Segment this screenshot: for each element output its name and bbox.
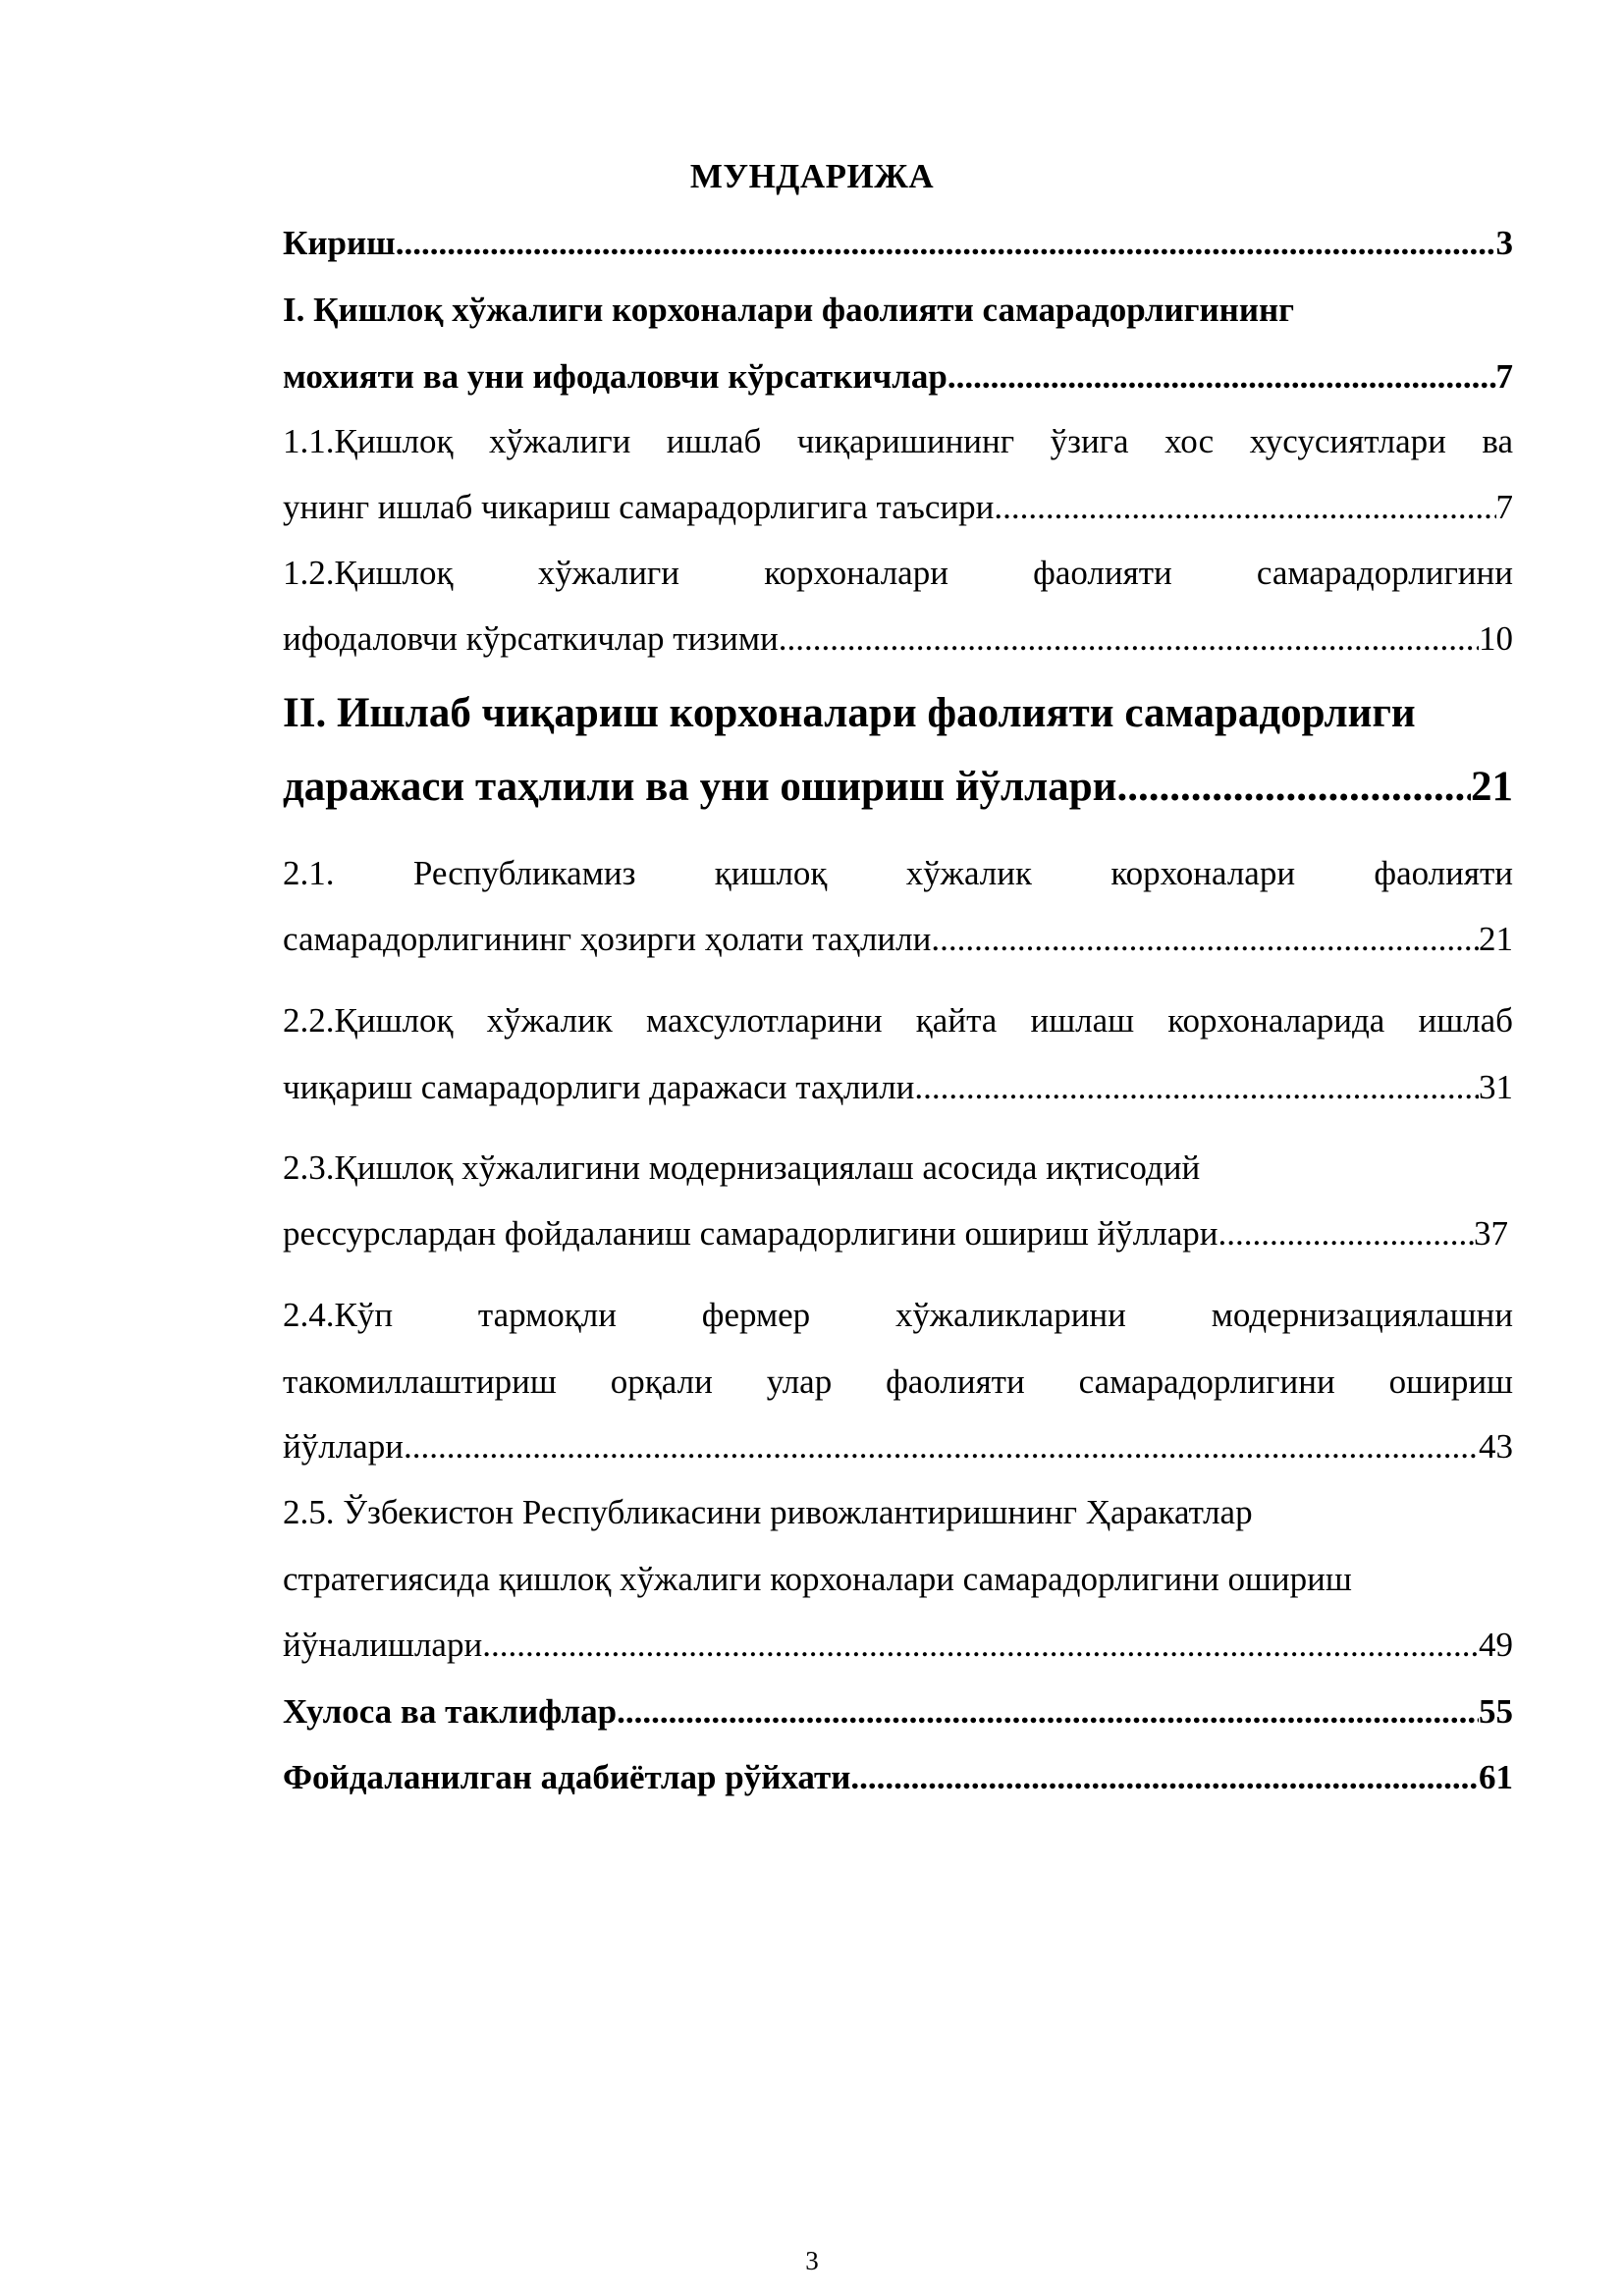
toc-entry-text: даражаси таҳлили ва уни ошириш йўллари <box>283 764 1117 810</box>
toc-entry-section-1-2-line2 <box>283 617 1513 661</box>
toc-entry-text: I. Қишлоқ хўжалиги корхоналари фаолияти самарадорлигининг <box>283 291 1295 329</box>
toc-entry-page: 49 <box>1479 1626 1513 1664</box>
toc-entry-section-2-4-line1 <box>283 1294 1513 1337</box>
toc-entry-section-1-1-line2 <box>283 486 1513 529</box>
toc-entry-text: 2.5. Ўзбекистон Республикасини ривожлантиришнинг Ҳаракатлар <box>283 1493 1253 1531</box>
toc-entry-page: 10 <box>1479 619 1513 658</box>
toc-entry-page: 21 <box>1471 764 1513 810</box>
toc-entry-text: Кириш <box>283 224 396 262</box>
toc-leader-dots <box>396 222 1496 265</box>
toc-entry-text: мохияти ва уни ифодаловчи кўрсаткичлар <box>283 357 947 396</box>
toc-entry-section-2-2-line1 <box>283 999 1513 1042</box>
toc-entry-text: чиқариш самарадорлиги даражаси таҳлили <box>283 1068 915 1106</box>
toc-leader-dots <box>404 1425 1479 1468</box>
toc-entry-section-2-4-line3 <box>283 1425 1513 1468</box>
toc-entry-chapter-2-line2 <box>283 761 1513 814</box>
toc-leader-dots <box>482 1624 1479 1667</box>
toc-entry-page: 31 <box>1479 1068 1513 1106</box>
toc-entry-page: 7 <box>1495 488 1513 526</box>
toc-leader-dots <box>617 1690 1479 1734</box>
toc-entry-section-2-5-line3 <box>283 1624 1513 1667</box>
toc-entry-text: ифодаловчи кўрсаткичлар тизими <box>283 619 779 658</box>
toc-entry-page: 43 <box>1479 1427 1513 1466</box>
toc-entry-introduction <box>283 222 1513 265</box>
toc-entry-section-2-1-line1 <box>283 852 1513 895</box>
toc-leader-dots <box>1218 1212 1475 1255</box>
toc-entry-text: II. Ишлаб чиқариш корхоналари фаолияти самарадорлиги <box>283 690 1416 736</box>
toc-entry-chapter-1-line2 <box>283 355 1513 399</box>
toc-entry-section-2-5-line1 <box>283 1491 1513 1534</box>
toc-entry-text: 2.4.Кўп тармоқли фермер хўжаликларини модернизациялашни <box>283 1296 1513 1334</box>
toc-leader-dots <box>850 1756 1479 1799</box>
toc-entry-text: 2.2.Қишлоқ хўжалик махсулотларини қайта ишлаш корхоналарида ишлаб <box>283 1001 1513 1040</box>
toc-entry-page: 55 <box>1479 1692 1513 1731</box>
toc-entry-text: йўллари <box>283 1427 404 1466</box>
toc-entry-section-2-1-line2 <box>283 918 1513 961</box>
toc-entry-text: Фойдаланилган адабиётлар рўйхати <box>283 1758 851 1796</box>
toc-entry-text: 2.1. Республикамиз қишлоқ хўжалик корхоналари фаолияти <box>283 854 1513 892</box>
toc-entry-text: Хулоса ва таклифлар <box>283 1692 618 1731</box>
toc-entry-section-2-5-line2 <box>283 1558 1513 1601</box>
toc-leader-dots <box>914 1066 1479 1109</box>
toc-entry-text: 1.1.Қишлоқ хўжалиги ишлаб чиқаришининг ўзига хос хусусиятлари ва <box>283 422 1513 460</box>
toc-leader-dots <box>994 486 1495 529</box>
toc-leader-dots <box>947 355 1496 399</box>
toc-entry-page: 21 <box>1479 920 1513 958</box>
toc-leader-dots <box>1116 761 1471 814</box>
toc-entry-page: 7 <box>1495 357 1513 396</box>
toc-entry-chapter-2-line1 <box>283 687 1513 740</box>
toc-entry-text: йўналишлари <box>283 1626 483 1664</box>
toc-entry-page: 3 <box>1495 224 1513 262</box>
toc-entry-chapter-1-line1 <box>283 289 1513 332</box>
toc-entry-text: 2.3.Қишлоқ хўжалигини модернизациялаш асосида иқтисодий <box>283 1148 1201 1187</box>
toc-leader-dots <box>779 617 1479 661</box>
toc-entry-conclusions <box>283 1690 1513 1734</box>
toc-entry-text: самарадорлигининг ҳозирги ҳолати таҳлили <box>283 920 932 958</box>
toc-entry-section-2-2-line2 <box>283 1066 1513 1109</box>
toc-leader-dots <box>931 918 1479 961</box>
page-title: МУНДАРИЖА <box>689 157 935 195</box>
toc-entry-text: 1.2.Қишлоқ хўжалиги корхоналари фаолияти самарадорлигини <box>283 554 1513 592</box>
toc-entry-page: 61 <box>1479 1758 1513 1796</box>
toc-entry-text: такомиллаштириш орқали улар фаолияти самарадорлигини ошириш <box>283 1362 1513 1401</box>
toc-entry-references <box>283 1756 1513 1799</box>
toc-entry-section-2-4-line2 <box>283 1361 1513 1404</box>
toc-entry-text: унинг ишлаб чикариш самарадорлигига таъсири <box>283 488 995 526</box>
toc-entry-section-1-1-line1 <box>283 420 1513 463</box>
toc-entry-section-2-3-line1 <box>283 1147 1513 1190</box>
toc-entry-page: 37 <box>1474 1214 1508 1253</box>
toc-entry-text: стратегиясида қишлоқ хўжалиги корхоналари самарадорлигини ошириш <box>283 1560 1352 1598</box>
toc-entry-section-2-3-line2 <box>283 1212 1508 1255</box>
page-number: 3 <box>805 2246 819 2275</box>
toc-entry-text: рессурслардан фойдаланиш самарадорлигини ошириш йўллари <box>283 1214 1218 1253</box>
toc-entry-section-1-2-line1 <box>283 552 1513 595</box>
